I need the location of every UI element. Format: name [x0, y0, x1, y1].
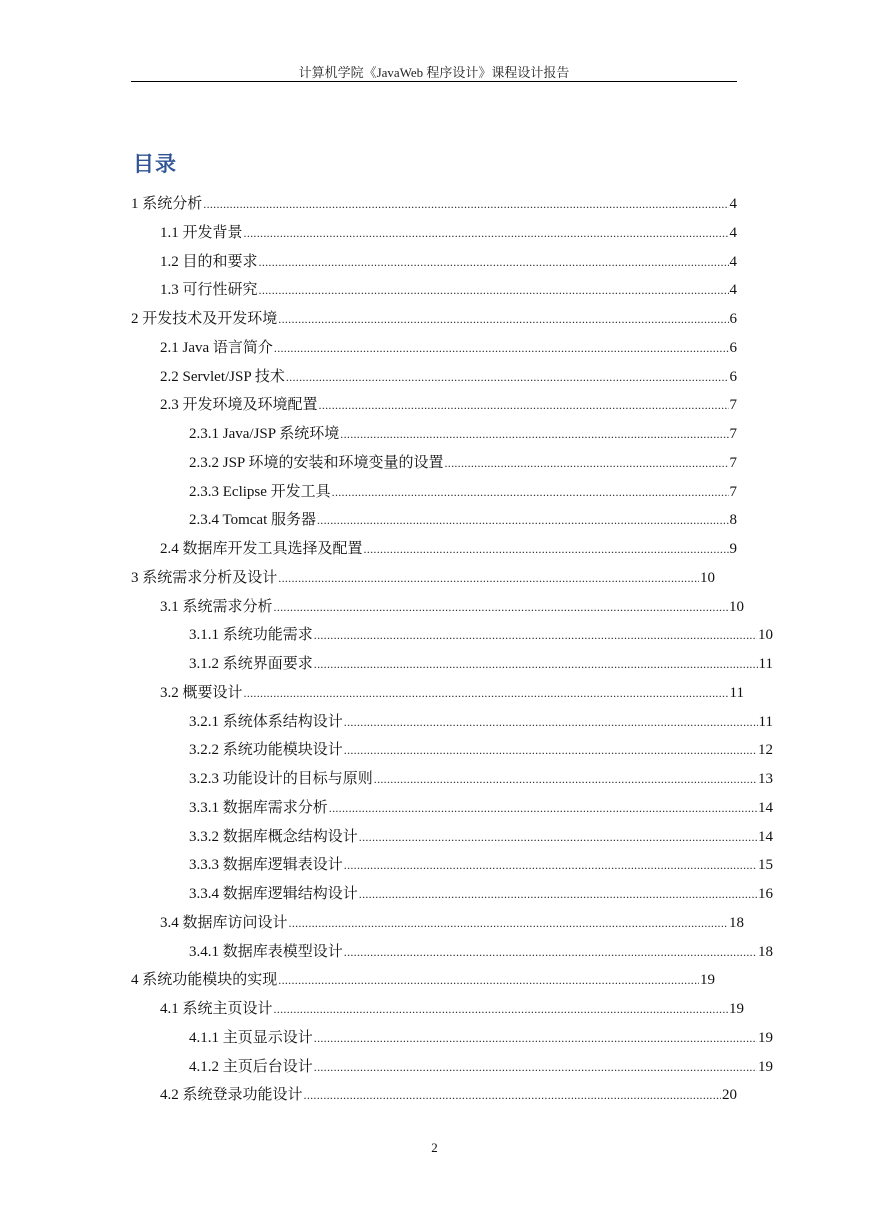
toc-entry-page: 11 — [729, 684, 744, 701]
toc-entry-label: 2.3.1 Java/JSP 系统环境 — [189, 426, 340, 442]
toc-entry-page: 19 — [700, 972, 715, 989]
toc-entry[interactable] — [131, 708, 773, 737]
toc-entry[interactable] — [131, 1053, 773, 1082]
toc-entry[interactable] — [131, 535, 737, 564]
toc-dot-leader — [344, 851, 757, 879]
toc-entry[interactable] — [131, 966, 715, 995]
toc-entry-label: 4.1 系统主页设计 — [160, 1001, 273, 1017]
toc-entry-page: 7 — [729, 397, 737, 414]
toc-dot-leader — [244, 219, 729, 247]
toc-entry-page: 19 — [758, 1058, 773, 1075]
toc-entry-label: 3.2.1 系统体系结构设计 — [189, 713, 343, 730]
toc-dot-leader — [259, 276, 729, 304]
toc-entry[interactable] — [131, 1081, 737, 1110]
toc-entry[interactable] — [131, 765, 773, 794]
toc-entry-page: 20 — [722, 1087, 737, 1104]
toc-dot-leader — [203, 190, 728, 218]
toc-entry[interactable] — [131, 880, 773, 909]
toc-entry-page: 11 — [758, 713, 773, 730]
toc-entry[interactable] — [131, 391, 737, 420]
toc-entry[interactable] — [131, 593, 744, 622]
toc-dot-leader — [364, 535, 729, 563]
toc-entry-page: 18 — [758, 943, 773, 960]
toc-entry-page: 14 — [758, 828, 773, 845]
toc-entry-label: 3.2 概要设计 — [160, 684, 243, 701]
toc-entry[interactable] — [131, 449, 737, 478]
toc-entry-label: 2 开发技术及开发环境 — [131, 311, 278, 327]
toc-entry-page: 10 — [729, 598, 744, 615]
toc-entry-page: 19 — [758, 1029, 773, 1046]
toc-entry-label: 2.3.4 Tomcat 服务器 — [189, 512, 316, 529]
toc-entry-page: 13 — [758, 771, 773, 787]
table-of-contents — [131, 190, 773, 1110]
toc-entry-page: 6 — [729, 311, 737, 327]
toc-dot-leader — [274, 334, 729, 362]
toc-entry-label: 3.4.1 数据库表模型设计 — [189, 943, 343, 960]
toc-entry-page: 12 — [758, 742, 773, 759]
toc-entry[interactable] — [131, 334, 737, 363]
toc-entry-label: 1 系统分析 — [131, 196, 203, 212]
toc-dot-leader — [278, 305, 728, 333]
toc-dot-leader — [314, 1053, 757, 1081]
toc-entry-label: 1.3 可行性研究 — [160, 282, 258, 299]
toc-entry[interactable] — [131, 420, 737, 449]
toc-entry-label: 3.1.2 系统界面要求 — [189, 656, 313, 672]
toc-dot-leader — [314, 650, 758, 678]
toc-entry-label: 3.3.3 数据库逻辑表设计 — [189, 857, 343, 874]
toc-entry-label: 2.3.3 Eclipse 开发工具 — [189, 483, 331, 500]
toc-entry[interactable] — [131, 851, 773, 880]
toc-entry-label: 3.1 系统需求分析 — [160, 598, 273, 615]
toc-entry-label: 3.1.1 系统功能需求 — [189, 627, 313, 644]
toc-entry-label: 1.2 目的和要求 — [160, 253, 258, 270]
toc-entry[interactable] — [131, 621, 773, 650]
toc-entry[interactable] — [131, 219, 737, 248]
toc-dot-leader — [359, 880, 757, 908]
toc-entry[interactable] — [131, 909, 744, 938]
toc-dot-leader — [274, 593, 728, 621]
toc-dot-leader — [278, 966, 699, 994]
toc-title: 目录 — [133, 152, 177, 176]
toc-dot-leader — [344, 736, 757, 764]
toc-entry-label: 3.3.4 数据库逻辑结构设计 — [189, 886, 358, 902]
toc-dot-leader — [374, 765, 757, 793]
toc-dot-leader — [359, 823, 757, 851]
toc-entry-label: 4.2 系统登录功能设计 — [160, 1087, 303, 1104]
toc-entry[interactable] — [131, 276, 737, 305]
toc-entry[interactable] — [131, 478, 737, 507]
toc-dot-leader — [317, 506, 729, 534]
toc-dot-leader — [329, 794, 757, 822]
toc-entry-page: 19 — [729, 1001, 744, 1017]
toc-dot-leader — [274, 995, 728, 1023]
toc-entry[interactable] — [131, 363, 737, 392]
toc-dot-leader — [314, 1024, 757, 1052]
toc-dot-leader — [314, 621, 757, 649]
toc-entry[interactable] — [131, 564, 715, 593]
toc-entry-page: 8 — [729, 512, 737, 529]
toc-entry-page: 10 — [758, 627, 773, 644]
toc-entry[interactable] — [131, 995, 744, 1024]
toc-entry-page: 9 — [729, 541, 737, 557]
toc-dot-leader — [444, 449, 728, 477]
toc-dot-leader — [244, 679, 729, 707]
page-header: 计算机学院《JavaWeb 程序设计》课程设计报告 — [298, 65, 570, 80]
toc-dot-leader — [278, 564, 699, 592]
toc-entry-page: 11 — [758, 656, 773, 672]
toc-entry[interactable] — [131, 823, 773, 852]
toc-entry-page: 18 — [729, 914, 744, 931]
toc-entry-label: 3.2.3 功能设计的目标与原则 — [189, 771, 373, 787]
toc-entry-page: 4 — [729, 282, 737, 299]
toc-dot-leader — [286, 363, 729, 391]
toc-entry-label: 4.1.2 主页后台设计 — [189, 1058, 313, 1075]
toc-entry[interactable] — [131, 1024, 773, 1053]
toc-dot-leader — [344, 708, 758, 736]
toc-entry-label: 4.1.1 主页显示设计 — [189, 1029, 313, 1046]
toc-entry[interactable] — [131, 794, 773, 823]
toc-dot-leader — [340, 420, 728, 448]
toc-dot-leader — [332, 478, 729, 506]
toc-entry[interactable] — [131, 506, 737, 535]
toc-entry-label: 3.2.2 系统功能模块设计 — [189, 742, 343, 759]
toc-entry[interactable] — [131, 736, 773, 765]
toc-entry-page: 7 — [729, 483, 737, 500]
toc-entry[interactable] — [131, 650, 773, 679]
toc-entry-page: 4 — [729, 224, 737, 241]
toc-entry-page: 4 — [729, 253, 737, 270]
toc-entry-page: 14 — [758, 799, 773, 816]
toc-entry-label: 1.1 开发背景 — [160, 224, 243, 241]
toc-entry-page: 6 — [729, 339, 737, 356]
toc-entry-page: 6 — [729, 368, 737, 385]
toc-entry-label: 2.3 开发环境及环境配置 — [160, 397, 318, 414]
toc-entry-label: 3.4 数据库访问设计 — [160, 914, 288, 931]
toc-entry-page: 7 — [729, 426, 737, 442]
toc-entry[interactable] — [131, 679, 744, 708]
toc-dot-leader — [289, 909, 728, 937]
toc-dot-leader — [304, 1081, 721, 1109]
toc-dot-leader — [259, 248, 729, 276]
toc-entry[interactable] — [131, 305, 737, 334]
toc-entry-page: 4 — [729, 196, 737, 212]
toc-entry[interactable] — [131, 248, 737, 277]
toc-entry[interactable] — [131, 938, 773, 967]
toc-dot-leader — [344, 938, 757, 966]
page-number: 2 — [431, 1140, 438, 1155]
toc-entry-label: 3.3.1 数据库需求分析 — [189, 799, 328, 816]
toc-entry-page: 15 — [758, 857, 773, 874]
toc-entry-page: 10 — [700, 569, 715, 586]
toc-entry-page: 7 — [729, 454, 737, 471]
toc-entry-label: 3.3.2 数据库概念结构设计 — [189, 828, 358, 845]
toc-dot-leader — [319, 391, 729, 419]
toc-entry[interactable] — [131, 190, 737, 219]
toc-entry-label: 4 系统功能模块的实现 — [131, 972, 278, 989]
header-rule — [131, 81, 737, 82]
toc-entry-label: 3 系统需求分析及设计 — [131, 569, 278, 586]
toc-entry-label: 2.1 Java 语言简介 — [160, 339, 273, 356]
toc-entry-label: 2.3.2 JSP 环境的安装和环境变量的设置 — [189, 454, 444, 471]
toc-entry-page: 16 — [758, 886, 773, 902]
toc-entry-label: 2.4 数据库开发工具选择及配置 — [160, 541, 363, 557]
toc-entry-label: 2.2 Servlet/JSP 技术 — [160, 368, 285, 385]
